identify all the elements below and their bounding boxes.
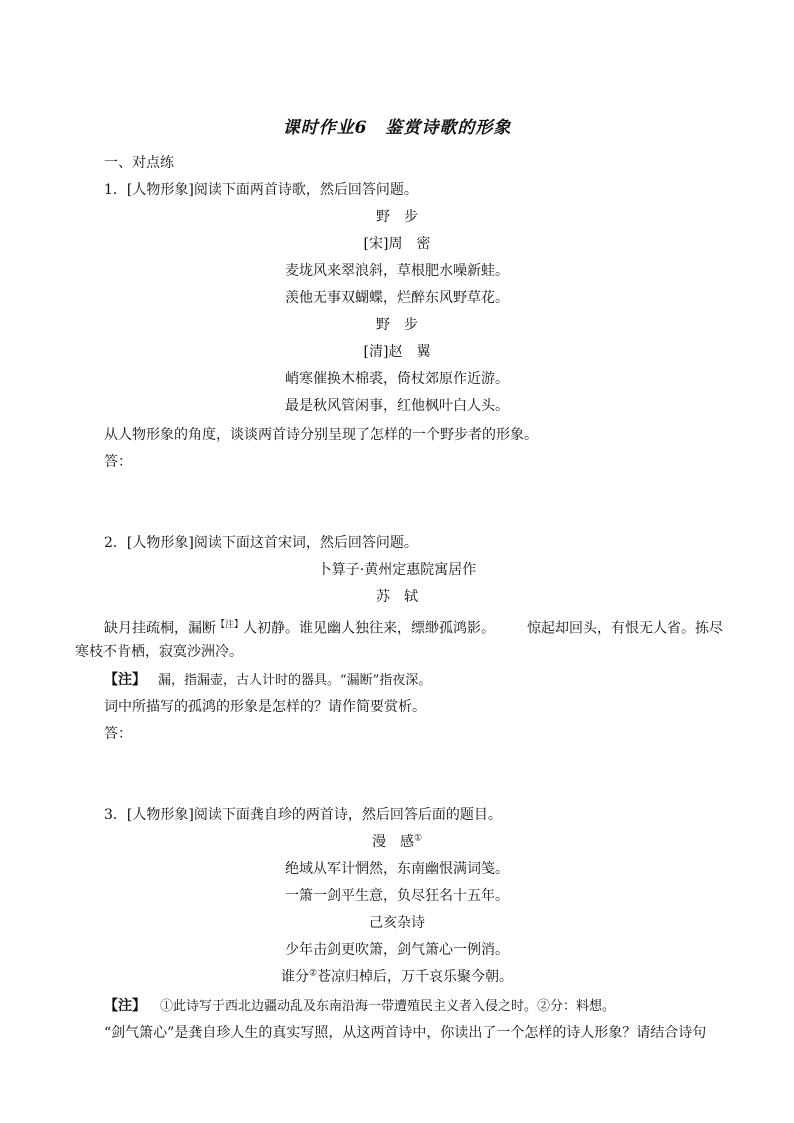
q3-poem2-line	[0, 967, 794, 987]
q1-poem1-author: [宋]周 密	[363, 236, 431, 252]
q2-body-part: 人初静。谁见幽人独往来，缥缈孤鸿影。	[243, 620, 496, 637]
q3-poem1-line: 一箫一剑平生意，负尽狂名十五年。	[285, 888, 509, 904]
q3-note	[104, 996, 615, 1017]
q1-poem2-author: [清]赵 翼	[363, 344, 431, 360]
q2-poem-body-line1	[104, 615, 723, 639]
q2-question: 词中所描写的孤鸿的形象是怎样的？请作简要赏析。	[104, 699, 426, 715]
q3-poem1-note-mark: ①	[413, 833, 423, 844]
q3-poem2-title: 己亥杂诗	[369, 915, 425, 931]
q2-note	[104, 670, 431, 691]
page-title: 课时作业6 鉴赏诗歌的形象	[282, 118, 512, 138]
q1-poem1-line: 麦垅风来翠浪斜，草根肥水噪新蛙。	[285, 263, 509, 279]
q2-body-part: 缺月挂疏桐，漏断	[104, 620, 216, 637]
section-heading: 一、对点练	[104, 155, 174, 171]
q2-poem-author: 苏 轼	[376, 589, 418, 605]
q3-note-mark: ②	[308, 968, 318, 979]
q3-note-text: ①此诗写于西北边疆动乱及东南沿海一带遭殖民主义者入侵之时。②分：料想。	[160, 999, 616, 1014]
q2-stem: 2．[人物形象]阅读下面这首宋词，然后回答问题。	[104, 535, 418, 551]
q2-note-text: 漏，指漏壶，古人计时的器具。“漏断”指夜深。	[158, 673, 432, 688]
q3-poem1-title	[0, 832, 794, 852]
q1-answer-label: 答：	[104, 454, 132, 470]
q3-note-label: 【注】	[104, 998, 146, 1014]
q1-poem2-line: 最是秋风管闲事，红他枫叶白人头。	[285, 398, 509, 414]
q1-poem2-line: 峭寒催换木棉裘，倚杖郊原作近游。	[285, 371, 509, 387]
q3-question: “剑气箫心”是龚自珍人生的真实写照，从这两首诗中，你读出了一个怎样的诗人形象？请结合诗句	[104, 1025, 707, 1041]
q1-poem1-title: 野 步	[376, 209, 418, 225]
q1-question: 从人物形象的角度，谈谈两首诗分别呈现了怎样的一个野步者的形象。	[104, 427, 538, 443]
q3-poem1-line: 绝域从军计惘然，东南幽恨满词笺。	[285, 861, 509, 877]
q2-note-marker: 【注】	[216, 620, 244, 630]
q3-line-part: 谁分	[280, 969, 309, 985]
q1-poem2-title: 野 步	[376, 317, 418, 333]
q2-note-label: 【注】	[104, 672, 146, 688]
q3-stem: 3．[人物形象]阅读下面龚自珍的两首诗，然后回答后面的题目。	[104, 807, 502, 823]
q2-poem-title: 卜算子·黄州定惠院寓居作	[317, 562, 477, 578]
q1-stem: 1．[人物形象]阅读下面两首诗歌，然后回答问题。	[104, 182, 418, 198]
q2-answer-label: 答：	[104, 726, 132, 742]
q1-poem1-line: 羡他无事双蝴蝶，烂醉东风野草花。	[285, 290, 509, 306]
q2-poem-body-line2: 寒枝不肯栖，寂寞沙洲冷。	[75, 644, 243, 660]
q3-poem2-line: 少年击剑更吹箫，剑气箫心一例消。	[285, 942, 509, 958]
q3-poem1-title-text: 漫 感	[371, 834, 414, 850]
q3-line-part: 苍凉归棹后，万千哀乐聚今朝。	[317, 969, 514, 985]
q2-body-part: 惊起却回头，有恨无人省。拣尽	[527, 620, 724, 637]
